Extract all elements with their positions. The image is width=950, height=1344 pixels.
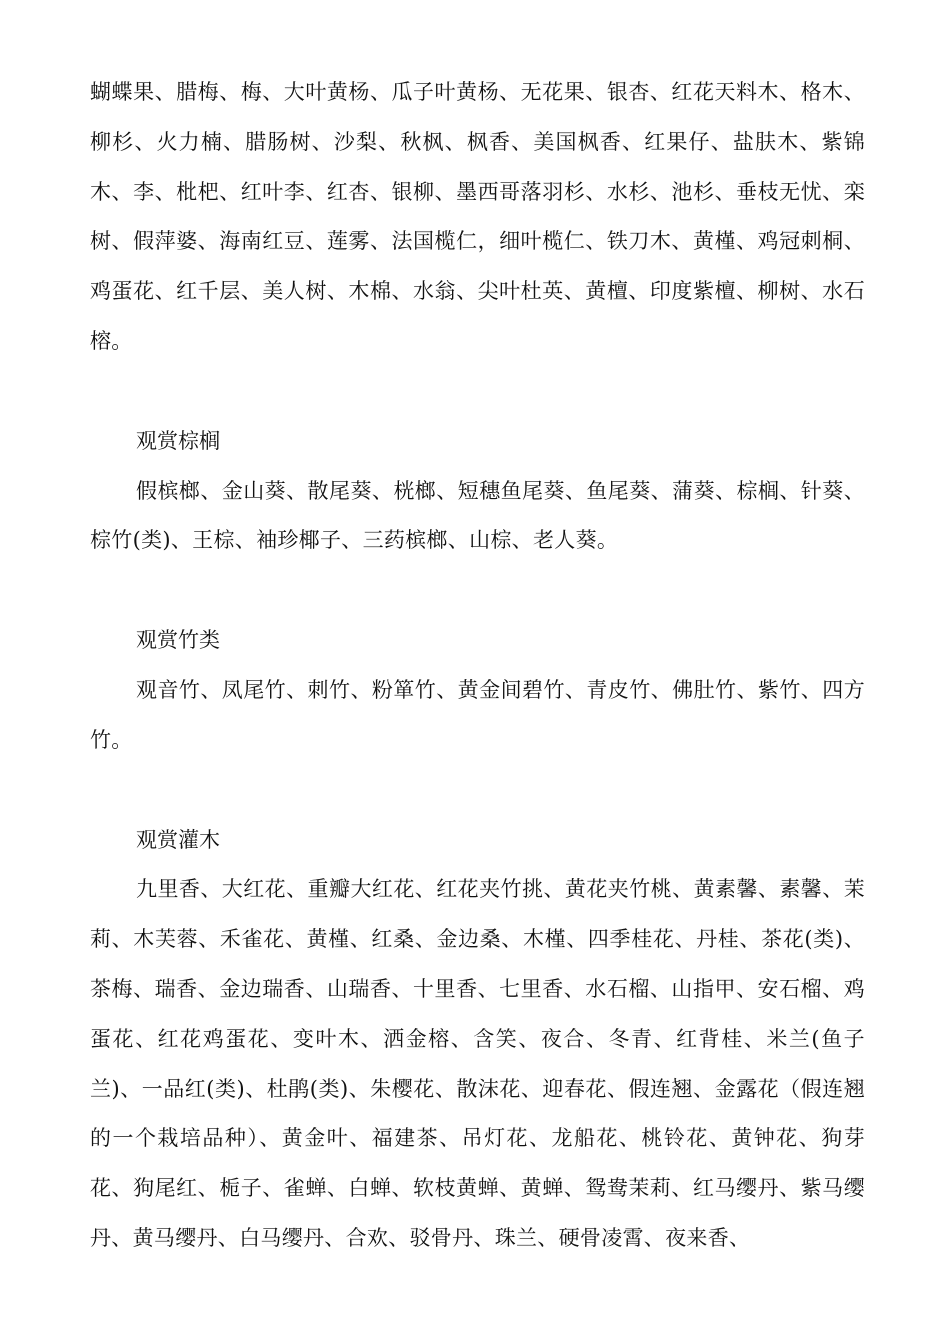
section-heading-shrubs: 观赏灌木 bbox=[136, 827, 220, 852]
section-body-palms: 假槟榔、金山葵、散尾葵、桄榔、短穗鱼尾葵、鱼尾葵、蒲葵、棕榈、针葵、棕竹(类)、王棕、袖珍椰子、三药槟榔、山棕、老人葵。 bbox=[90, 478, 865, 553]
intro-paragraph: 蝴蝶果、腊梅、梅、大叶黄杨、瓜子叶黄杨、无花果、银杏、红花天料木、格木、柳杉、火力楠、腊肠树、沙梨、秋枫、枫香、美国枫香、红果仔、盐肤木、紫锦木、李、枇杷、红叶李、红杏、银柳、墨西哥落羽杉、水杉、池杉、垂枝无忧、栾树、假萍婆、海南红豆、莲雾、法国榄仁，细叶榄仁、铁刀木、黄槿、鸡冠刺桐、鸡蛋花、红千层、美人树、木棉、水翁、尖叶杜英、黄檀、印度紫檀、柳树、水石榕。 bbox=[90, 80, 865, 353]
document-page bbox=[90, 68, 865, 1264]
section-spacer bbox=[90, 766, 865, 816]
section-heading-bamboo: 观赏竹类 bbox=[136, 628, 220, 653]
section-spacer bbox=[90, 566, 865, 616]
section-body-shrubs: 九里香、大红花、重瓣大红花、红花夹竹挑、黄花夹竹桃、黄素馨、素馨、茉莉、木芙蓉、禾雀花、黄槿、红桑、金边桑、木槿、四季桂花、丹桂、茶花(类)、茶梅、瑞香、金边瑞香、山瑞香、十里香、七里香、水石榴、山指甲、安石榴、鸡蛋花、红花鸡蛋花、变叶木、洒金榕、含笑、夜合、冬青、红背桂、米兰(鱼子兰)、一品红(类)、杜鹃(类)、朱樱花、散沫花、迎春花、假连翘、金露花（假连翘的一个栽培品种）、黄金叶、福建茶、吊灯花、龙船花、桃铃花、黄钟花、狗芽花、狗尾红、栀子、雀蝉、白蝉、软枝黄蝉、黄蝉、鸳鸯茉莉、红马缨丹、紫马缨丹、黄马缨丹、白马缨丹、合欢、驳骨丹、珠兰、硬骨凌霄、夜来香、 bbox=[90, 877, 865, 1250]
section-spacer bbox=[90, 367, 865, 417]
section-body-bamboo: 观音竹、凤尾竹、刺竹、粉箪竹、黄金间碧竹、青皮竹、佛肚竹、紫竹、四方竹。 bbox=[90, 677, 865, 752]
section-heading-palms: 观赏棕榈 bbox=[136, 428, 220, 453]
